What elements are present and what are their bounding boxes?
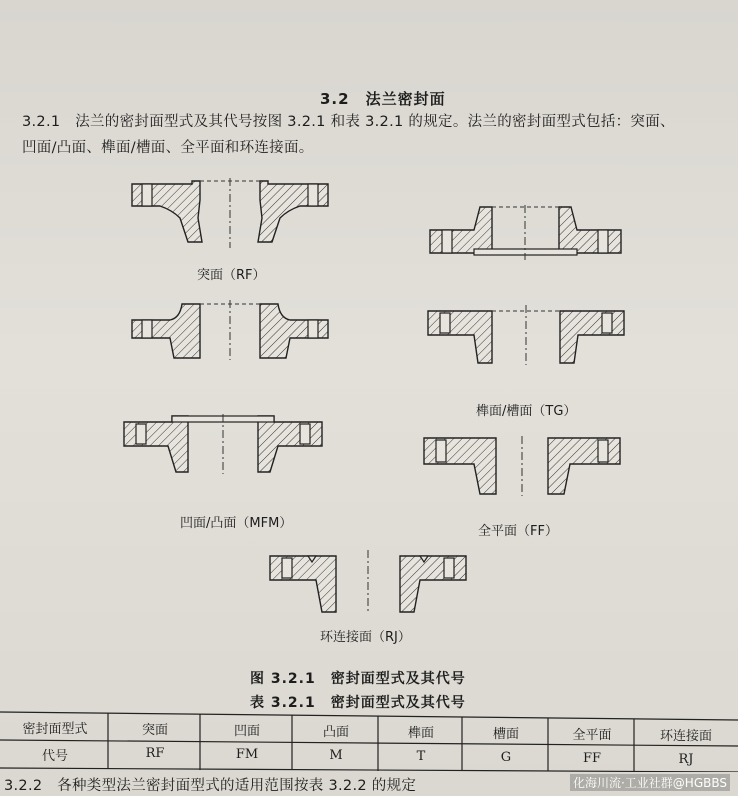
- table-header-type: 密封面型式: [22, 722, 88, 737]
- flange-tg-tongue-drawing: [426, 305, 626, 365]
- table-header-g: 槽面: [492, 727, 519, 742]
- flange-tg-groove-drawing: [428, 205, 623, 260]
- caption-ff: 全平面（FF）: [478, 524, 558, 539]
- table-header-fm: 凹面: [233, 724, 260, 739]
- figure-title: 图 3.2.1 密封面型式及其代号: [250, 671, 466, 687]
- table-cell-t: T: [416, 749, 426, 764]
- table-cell-ff: FF: [582, 751, 602, 766]
- table-cell-g: G: [500, 750, 512, 765]
- table-cell-m: M: [329, 748, 343, 763]
- table-title: 表 3.2.1 密封面型式及其代号: [250, 695, 466, 711]
- caption-tg: 榫面/槽面（TG）: [476, 404, 577, 419]
- caption-rj: 环连接面（RJ）: [320, 630, 411, 645]
- caption-mfm: 凹面/凸面（MFM）: [180, 516, 293, 531]
- table-header-rf: 突面: [141, 723, 168, 738]
- table-header-m: 凸面: [322, 725, 349, 740]
- flange-mfm-female-drawing: [130, 300, 335, 360]
- flange-rj-drawing: [268, 550, 468, 614]
- table-row-label: 代号: [41, 749, 68, 764]
- footer-paragraph: 3.2.2 各种类型法兰密封面型式的适用范围按表 3.2.2 的规定: [4, 778, 417, 794]
- flange-mfm-male-drawing: [122, 414, 327, 474]
- flange-rf-drawing: [130, 178, 335, 248]
- flange-ff-drawing: [422, 436, 622, 496]
- table-header-ff: 全平面: [572, 728, 612, 743]
- table-cell-rf: RF: [145, 746, 165, 761]
- caption-rf: 突面（RF）: [197, 268, 266, 283]
- paragraph-line-1: 3.2.1 法兰的密封面型式及其代号按图 3.2.1 和表 3.2.1 的规定。法兰的密封面型式包括：突面、: [22, 114, 675, 130]
- paragraph-line-2: 凹面/凸面、榫面/槽面、全平面和环连接面。: [22, 140, 314, 156]
- table-header-rj: 环连接面: [659, 729, 712, 744]
- watermark: 化海川流·工业社群@HGBBS: [570, 774, 730, 791]
- section-title: 3.2 法兰密封面: [320, 90, 446, 108]
- table-cell-fm: FM: [235, 747, 259, 762]
- table-header-t: 榫面: [407, 726, 434, 741]
- table-cell-rj: RJ: [678, 752, 694, 767]
